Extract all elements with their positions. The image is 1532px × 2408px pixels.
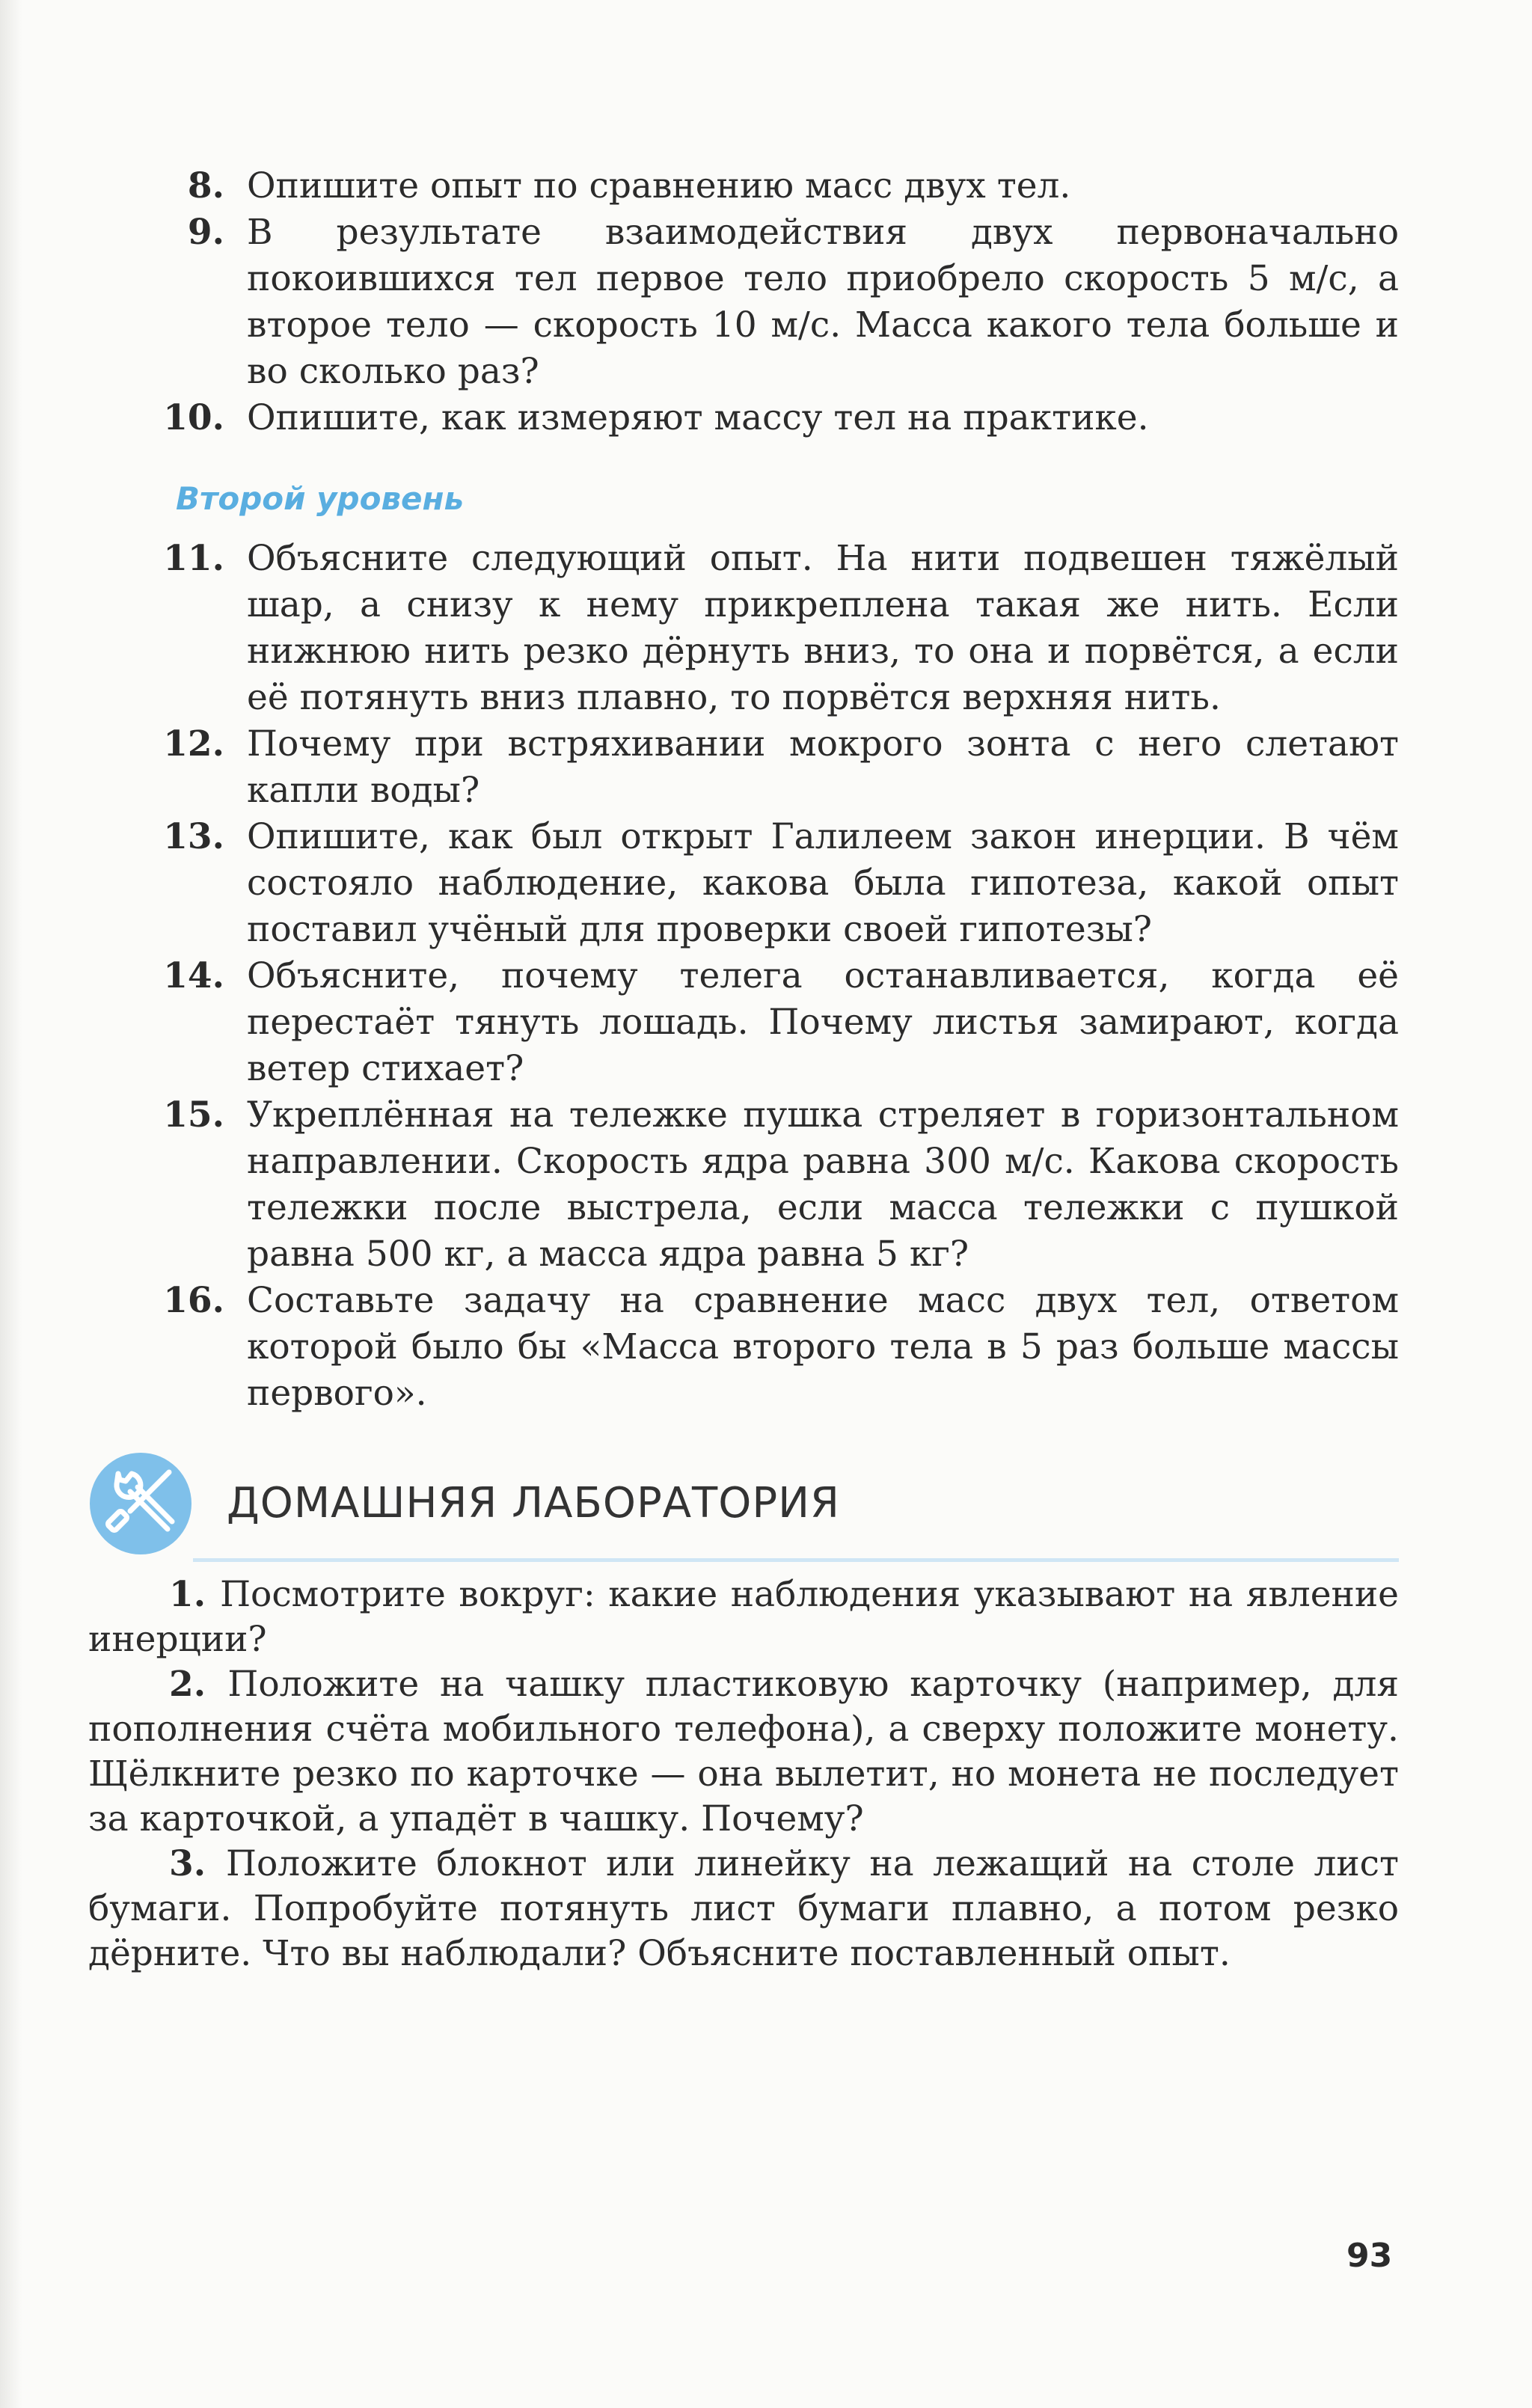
lab-task-item (88, 1842, 1399, 1976)
question-item (150, 721, 1399, 814)
question-number: 15. (163, 1094, 224, 1136)
question-number: 11. (163, 538, 224, 579)
section-divider (193, 1558, 1399, 1562)
home-lab-tasks-list (88, 1572, 1399, 1976)
question-item (150, 209, 1399, 395)
questions-list-second-level (150, 536, 1399, 1417)
question-text: Опишите, как измеряют массу тел на практике. (247, 397, 1149, 438)
question-item (150, 1278, 1399, 1417)
question-item (150, 163, 1399, 209)
question-text: Объясните, почему телега останавливается, когда её перестаёт тянуть лошадь. Почему листья замирают, когда ветер стихает? (247, 955, 1399, 1089)
lab-task-text: Положите на чашку пластиковую карточку (например, для пополнения счёта мобильного телефона), а сверху положите монету. Щёлкните резко по карточке — она вылетит, но монета не последует за карточкой, а упадёт в чашку. Почему? (88, 1664, 1399, 1839)
question-number: 8. (187, 165, 224, 206)
question-item (150, 953, 1399, 1092)
home-lab-header (88, 1451, 1399, 1563)
question-text: Укреплённая на тележке пушка стреляет в горизонтальном направлении. Скорость ядра равна 300 м/с. Какова скорость тележки после выстрела, если масса тележки с пушкой равна 500 кг, а масса ядра равна 5 кг? (247, 1094, 1399, 1275)
question-number: 16. (163, 1280, 224, 1321)
page-spine-shadow (0, 0, 22, 2408)
lab-task-text: Посмотрите вокруг: какие наблюдения указывают на явление инерции? (88, 1574, 1399, 1660)
tools-icon (88, 1451, 193, 1556)
question-text: Объясните следующий опыт. На нити подвешен тяжёлый шар, а снизу к нему прикреплена такая же нить. Если нижнюю нить резко дёрнуть вниз, то она и порвётся, а если её потянуть вниз плавно, то порвётся верхняя нить. (247, 538, 1399, 718)
question-item (150, 536, 1399, 721)
question-number: 9. (187, 212, 224, 253)
level-heading: Второй уровень (176, 480, 465, 517)
question-text: Опишите, как был открыт Галилеем закон инерции. В чём состояло наблюдение, какова была гипотеза, какой опыт поставил учёный для проверки своей гипотезы? (247, 816, 1399, 950)
question-number: 14. (163, 955, 224, 996)
question-text: Опишите опыт по сравнению масс двух тел. (247, 165, 1071, 206)
page-number: 93 (1346, 2237, 1393, 2275)
question-number: 12. (163, 723, 224, 765)
lab-task-number: 2. (169, 1664, 228, 1705)
lab-task-number: 1. (169, 1574, 221, 1615)
home-lab-title: ДОМАШНЯЯ ЛАБОРАТОРИЯ (227, 1479, 840, 1528)
lab-task-number: 3. (169, 1843, 226, 1884)
question-item (150, 395, 1399, 441)
lab-task-text: Положите блокнот или линейку на лежащий на столе лист бумаги. Попробуйте потянуть лист бумаги плавно, а потом резко дёрните. Что вы наблюдали? Объясните поставленный опыт. (88, 1843, 1399, 1974)
question-text: Почему при встряхивании мокрого зонта с него слетают капли воды? (247, 723, 1399, 811)
question-number: 10. (163, 397, 224, 438)
question-text: В результате взаимодействия двух первоначально покоившихся тел первое тело приобрело скорость 5 м/с, а второе тело — скорость 10 м/с. Масса какого тела больше и во сколько раз? (247, 212, 1399, 392)
lab-task-item (88, 1572, 1399, 1662)
question-text: Составьте задачу на сравнение масс двух тел, ответом которой было бы «Масса второго тела в 5 раз больше массы первого». (247, 1280, 1399, 1414)
question-number: 13. (163, 816, 224, 857)
question-item (150, 814, 1399, 953)
lab-task-item (88, 1662, 1399, 1842)
question-item (150, 1092, 1399, 1278)
questions-list-first-level (150, 163, 1399, 441)
